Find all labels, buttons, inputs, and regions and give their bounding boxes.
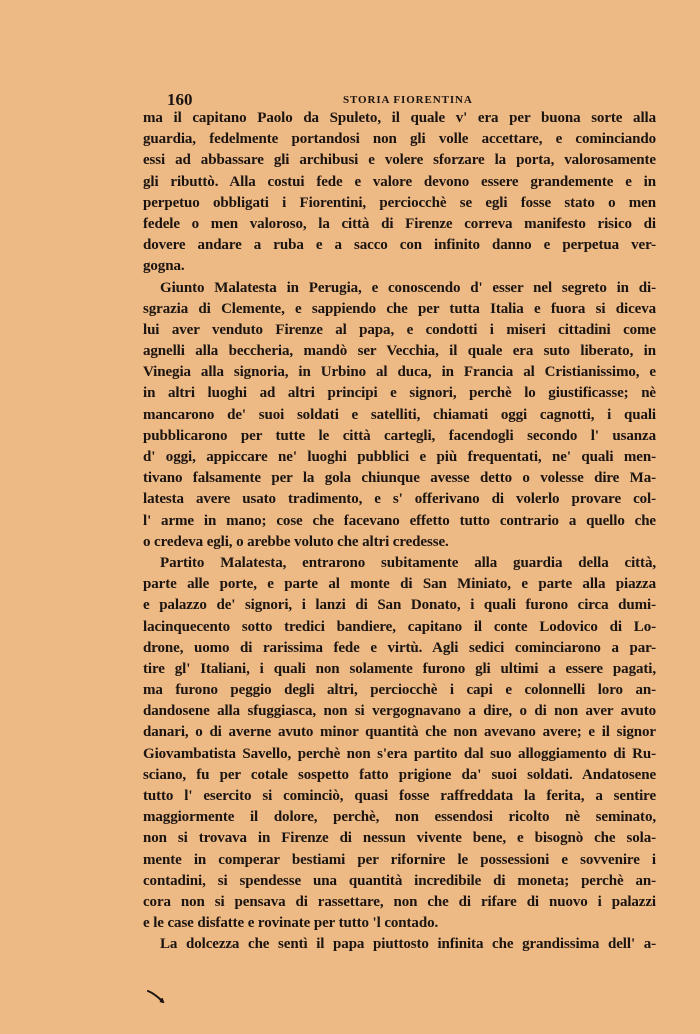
text-line: guardia, fedelmente portandosi non gli volle accettare, e cominciando [143,131,656,148]
text-line: dandosene alla sfuggiasca, non si vergognavano a dire, o di non aver avuto [143,703,656,720]
text-line: sgrazia di Clemente, e sappiendo che per tutta Italia e fuora si diceva [143,300,656,317]
text-line: lui aver venduto Firenze al papa, e condotti i miseri cittadini come [143,321,656,338]
text-line: tutto l' esercito si cominciò, quasi fosse raffreddata la ferita, a sentire [143,788,656,804]
text-line: non si trovava in Firenze di nessun vivente bene, e bisognò che sola- [143,830,656,847]
text-line: ma furono peggio degli altri, perciocchè i capi e colonnelli loro an- [143,682,656,699]
text-line: agnelli alla beccheria, mandò ser Vecchia, il quale era suto liberato, in [143,343,656,360]
text-line: tire gl' Italiani, i quali non solamente furono gli ultimi a essere pagati, [143,660,656,677]
text-line: e palazzo de' signori, i lanzi di San Donato, i quali furono circa dumi- [143,597,656,614]
text-line: mancarono de' suoi soldati e satelliti, chiamati oggi cagnotti, i quali [143,406,656,423]
text-line: parte alle porte, e parte al monte di San Miniato, e parte alla piazza [143,576,656,593]
text-line: drone, uomo di rarissima fede e virtù. Agli sedici cominciarono a par- [143,639,656,656]
text-line: Partito Malatesta, entrarono subitamente alla guardia della città, [160,554,656,571]
text-line: e le case disfatte e rovinate per tutto 'l contado. [143,915,439,932]
text-line: l' arme in mano; cose che facevano effetto tutto contrario a quello che [143,512,656,529]
text-line: maggiormente il dolore, perchè, non essendosi ricolto nè seminato, [143,809,656,826]
text-line: gogna. [143,258,185,275]
text-line: in altri luoghi ad altri principi e signori, perchè lo giustificasse; nè [143,385,656,402]
text-line: latesta avere usato tradimento, e s' offerivano di volerlo provare col- [143,491,656,508]
text-line: mente in comperar bestiami per rifornire le possessioni e sovvenire i [143,851,656,868]
text-line: pubblicarono per tutte le città cartegli, facendogli secondo l' usanza [143,427,656,444]
text-line: d' oggi, appiccare ne' luoghi pubblici e più frequentati, ne' quali men- [143,449,656,465]
body-text [143,108,656,956]
text-line: essi ad abbassare gli archibusi e volere sforzare la porta, valorosamente [143,152,656,169]
text-line: dovere andare a ruba e a sacco con infinito danno e perpetua ver- [143,237,656,254]
text-line: cora non si pensava di rassettare, non che di rifare di nuovo i palazzi [143,893,656,910]
page-number: 160 [167,90,193,109]
running-head: STORIA FIORENTINA [343,94,473,106]
margin-mark-icon [147,989,165,1003]
text-line: ma il capitano Paolo da Spuleto, il quale v' era per buona sorte alla [143,110,656,126]
text-line: Giunto Malatesta in Perugia, e conoscendo d' esser nel segreto in di- [160,279,656,296]
text-line: lacinquecento sotto tredici bandiere, capitano il conte Lodovico di Lo- [143,618,656,635]
text-line: perpetuo obbligati i Fiorentini, perciocchè se egli fosse stato o men [143,194,656,211]
text-line: contadini, si spendesse una quantità incredibile di moneta; perchè an- [143,872,656,889]
text-line: tivano falsamente per la gola chiunque avesse detto o volesse dire Ma- [143,470,656,487]
text-line: fedele o men valoroso, la città di Firenze correva manifesto risico di [143,215,656,232]
text-line: gli ributtò. Alla costui fede e valore devono essere grandemente e in [143,173,656,190]
text-line: Giovambatista Savello, perchè non s'era partito dal suo alloggiamento di Ru- [143,745,656,762]
text-line: o credeva egli, o arebbe voluto che altri credesse. [143,533,449,550]
text-line: sciano, fu per cotale sospetto fatto prigione da' suoi soldati. Andatosene [143,766,656,783]
text-line: Vinegia alla signoria, in Urbino al duca, in Francia al Cristianissimo, e [143,364,656,381]
text-line: La dolcezza che sentì il papa piuttosto infinita che grandissima dell' a- [160,936,656,953]
text-line: danari, o di averne avuto minor quantità che non avevano avere; e il signor [143,724,656,741]
